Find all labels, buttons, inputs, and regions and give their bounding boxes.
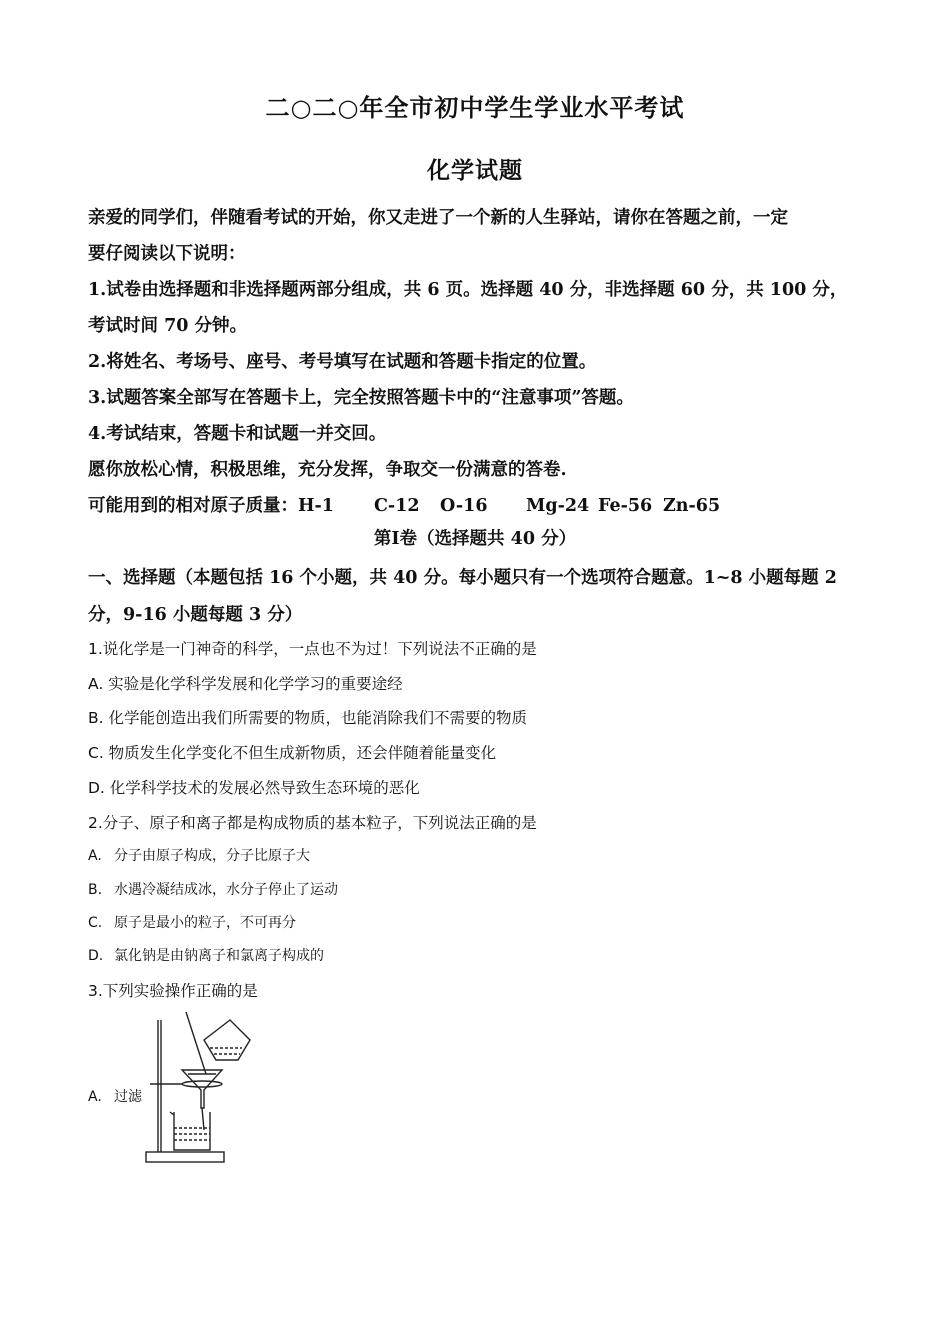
q2-option-b: [88, 874, 868, 907]
q1-option-b: B. 化学能创造出我们所需要的物质，也能消除我们不需要的物质: [88, 709, 527, 728]
atomic-masses-line: [88, 488, 863, 524]
greeting-line-cont: 要仔阅读以下说明：: [88, 244, 246, 264]
q2-option-a-text: 分子由原子构成，分子比原子大: [114, 848, 310, 865]
q2-option-a: [88, 840, 868, 873]
greeting-line: 亲爱的同学们，伴随看考试的开始，你又走进了一个新的人生驿站，请你在答题之前，一定: [88, 208, 788, 228]
q1-option-c: C. 物质发生化学变化不但生成新物质，还会伴随着能量变化: [88, 744, 497, 763]
funnel: [182, 1070, 222, 1108]
rule-1: 1.试卷由选择题和非选择题两部分组成，共 6 页。选择题 40 分，非选择题 60 分，共 100 分，: [88, 280, 848, 300]
q2-option-d-letter: D.: [88, 948, 104, 965]
rule-2: 2.将姓名、考场号、座号、考号填写在试题和答题卡指定的位置。: [88, 352, 597, 372]
q3-option-a: [88, 1086, 142, 1106]
mass-zn: Zn-65: [663, 496, 721, 516]
q2-option-b-letter: B.: [88, 881, 103, 898]
q3-stem: 3.下列实验操作正确的是: [88, 981, 258, 1000]
mass-fe: Fe-56: [598, 496, 653, 516]
section-heading-line1: 一、选择题（本题包括 16 个小题，共 40 分。每小题只有一个选项符合题意。1~8 小题每题 2: [88, 568, 837, 588]
atomic-masses-label: 可能用到的相对原子质量：: [88, 496, 298, 516]
rule-4: 4.考试结束，答题卡和试题一并交回。: [88, 424, 387, 444]
filtration-apparatus-illustration: [138, 1012, 258, 1170]
q1-stem: 1.说化学是一门神奇的科学，一点也不为过！下列说法不正确的是: [88, 640, 537, 658]
instructions: [88, 200, 863, 524]
subject-title: 化学试题: [427, 157, 523, 184]
glass-rod: [186, 1012, 206, 1074]
q2-option-d-text: 氯化钠是由钠离子和氯离子构成的: [114, 948, 324, 965]
q3-option-a-label: 过滤: [114, 1089, 142, 1105]
q1-option-a: A. 实验是化学科学发展和化学学习的重要途经: [88, 674, 403, 693]
q2-option-c-letter: C.: [88, 915, 103, 932]
rule-3: 3.试题答案全部写在答题卡上，完全按照答题卡中的“注意事项”答题。: [88, 388, 634, 408]
q1-option-d: D. 化学科学技术的发展必然导致生态环境的恶化: [88, 778, 420, 797]
q3-option-a-letter: A.: [88, 1089, 102, 1105]
stand-base: [146, 1152, 224, 1162]
section-heading-line2: 分，9-16 小题每题 3 分）: [88, 605, 303, 625]
mass-o: O-16: [440, 496, 488, 516]
mass-mg: Mg-24: [526, 496, 590, 516]
q2-option-c-text: 原子是最小的粒子，不可再分: [114, 915, 296, 932]
q2-option-d: [88, 940, 868, 973]
question-list: [88, 632, 868, 1009]
beaker: [174, 1112, 210, 1150]
q2-option-a-letter: A.: [88, 848, 102, 865]
q2-stem: 2.分子、原子和离子都是构成物质的基本粒子，下列说法正确的是: [88, 813, 537, 832]
exam-title: 二○二○年全市初中学生学业水平考试: [265, 93, 685, 122]
q2-option-c: [88, 907, 868, 940]
mass-h: H-1: [298, 496, 334, 516]
q2-option-b-text: 水遇冷凝结成冰，水分子停止了运动: [114, 881, 338, 898]
mass-c: C-12: [374, 496, 420, 516]
rule-1-cont: 考试时间 70 分钟。: [88, 316, 248, 336]
wish-line: 愿你放松心情，积极思维，充分发挥，争取交一份满意的答卷.: [88, 460, 567, 480]
section-title: 第Ⅰ卷（选择题共 40 分）: [373, 529, 577, 549]
section-heading: [88, 560, 868, 634]
